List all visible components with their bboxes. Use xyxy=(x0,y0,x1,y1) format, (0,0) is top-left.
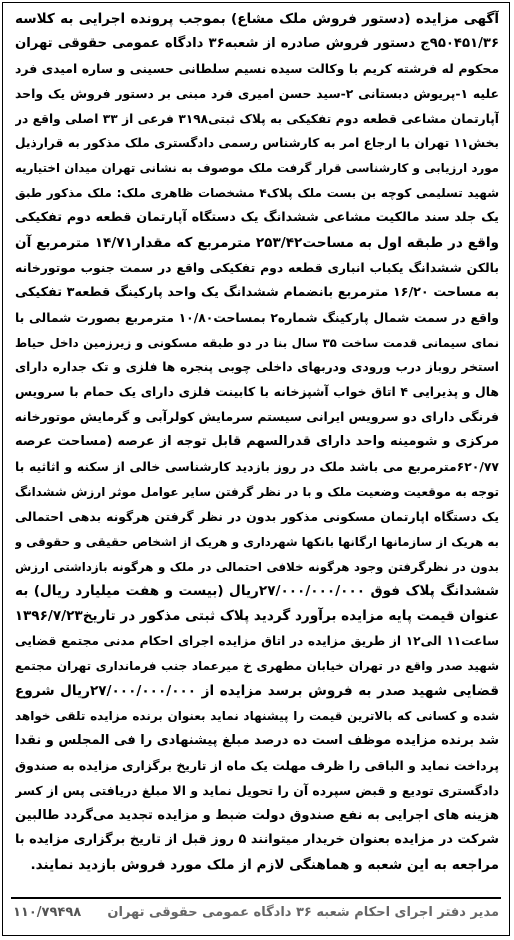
notice-line: علیه ۱-پریوش دبستانی ۲-سید حسن امیری فرد مبنی بر دستور فروش یک واحد xyxy=(15,85,499,101)
notice-line: ۹۵۰۴۵۱/۳۶ج دستور فروش صادره از شعبه۳۶ دادگاه عمومی حقوقی تهران xyxy=(15,35,499,51)
notice-document xyxy=(2,2,510,936)
notice-line: دادگستری تودیع و قبض سپرده آن را تحویل نماید و الا مبلغ دریافتی پس از کسر xyxy=(15,782,499,798)
notice-line: آپارتمان مشاعی قطعه دوم تفکیکی به پلاک ثبتی۳۱۹۸ فرعی از ۳۳ اصلی واقع در xyxy=(15,111,499,126)
notice-line: نمای سیمانی قدمت ساخت ۳۵ سال بنا در دو طبقه مسکونی و زیرزمین داخل حیاط xyxy=(15,335,499,350)
notice-line: مراجعه به این شعبه و هماهنگی لازم از ملک مورد فروش بازدید نمایند. xyxy=(30,857,499,874)
notice-line: شد برنده مزایده موظف است ده درصد مبلغ پیشنهادی را فی المجلس و نقدا xyxy=(15,732,499,748)
notice-line: شرکت در مزایده بعنوان خریدار میتوانند ۵ روز قبل از تاریخ برگزاری مزایده با xyxy=(15,832,499,848)
notice-body xyxy=(15,7,499,878)
notice-line: عنوان قیمت پایه مزایده برآورد گردید پلاک ثبتی مذکور در تاریخ۱۳۹۶/۷/۲۳ xyxy=(15,608,499,625)
notice-line: هزینه های اجرایی به نفع صندوق دولت ضبط و مزایده تجدید می‌گردد طالبین xyxy=(15,807,499,823)
notice-line: شده و کسانی که بالاترین قیمت را پیشنهاد نماید بعنوان برنده مزایده تلقی خواهد xyxy=(15,708,499,723)
notice-line: فرنگی دارای دو سرویس ایرانی سیستم سرمایش کولرآبی و گرمایش موتورخانه xyxy=(15,409,499,425)
notice-line: بدون در نظرگرفتن وجود هرگونه خلافی احتمالی در ملک و هرگونه بازداشتی ارزش xyxy=(15,559,499,574)
notice-line: شهید صدر واقع در تهران خیابان مطهری خ میرعماد جنب فرمانداری تهران مجتمع xyxy=(15,659,499,674)
notice-line: یک دستگاه اپارتمان مسکونی مذکور بدون در نظر گرفتن هرگونه بدهی احتمالی xyxy=(15,508,499,524)
notice-line: بخش۱۱ تهران با ارجاع امر به کارشناس رسمی دادگستری ملک مذکور به قرارذیل xyxy=(15,136,499,151)
notice-line: پرداخت نماید و الباقی را ظرف مهلت یک ماه از تاریخ برگزاری مزایده به صندوق xyxy=(15,757,499,773)
notice-line: بالکن ششدانگ یکباب انباری قطعه دوم تفکیکی واقع در سمت جنوب موتورخانه xyxy=(15,259,499,275)
notice-line: مورد ارزیابی و کارشناسی قرار گرفت ملک موصوف به نشانی تهران میدان اختیاریه xyxy=(15,161,499,176)
notice-line: محکوم له فرشته کریم با وکالت سیده نسیم سلطانی حسینی و ساره امیدی فرد xyxy=(15,60,499,76)
notice-line: ششدانگ پلاک فوق ۲۷/۰۰۰/۰۰۰/۰۰۰ریال (بیست و هفت میلیارد ریال) به xyxy=(15,583,499,600)
notice-line: توجه به موقعیت وضعیت ملک و با در نظر گرفتن سایر عوامل موثر ارزش ششدانگ xyxy=(15,484,499,499)
notice-line: ساعت۱۱ الی۱۲ از طریق مزایده در اتاق مزایده اجرای احکام مدنی مجتمع قضایی xyxy=(15,634,499,649)
notice-line: استخر روباز درب ورودی ودربهای داخلی چوبی پنجره ها فلزی و تک جداره دارای xyxy=(15,360,499,375)
notice-line: قضایی شهید صدر به فروش برسد مزایده از ۲۷/۰۰۰/۰۰۰/۰۰۰ریال شروع xyxy=(15,683,499,700)
notice-footer xyxy=(11,897,501,929)
notice-line: واقع در طبقه اول به مساحت۲۵۳/۴۲ مترمربع که مقدار۱۴/۷۱ مترمربع آن xyxy=(15,235,499,252)
notice-line: ۶۲۰/۷۷مترمربع می باشد ملک در روز بازدید کارشناسی خالی از سکنه و اثاثیه با xyxy=(15,459,499,475)
notice-line: به مساحت ۱۶/۲۰ مترمربع بانضمام ششدانگ یک واحد پارکینگ قطعه۳ تفکیکی xyxy=(15,284,499,300)
signature-text: مدیر دفتر اجرای احکام شعبه ۳۶ دادگاه عمومی حقوقی تهران xyxy=(107,905,499,920)
notice-line: شهید تسلیمی کوچه بن بست ملک پلاک۴ مشخصات ظاهری ملک: ملک مذکور طبق xyxy=(15,186,499,201)
notice-line: به هریک از سازمانها ارگانها بانکها شهرداری و هریک از اشخاص حقیقی و حقوقی و xyxy=(15,534,499,549)
notice-line: هال و پذیرایی ۴ اتاق خواب آشپزخانه با کابینت فلزی دارای یک حمام با سرویس xyxy=(15,384,499,400)
notice-line: یک جلد سند مالکیت مشاعی ششدانگ یک دستگاه آپارتمان قطعه دوم تفکیکی xyxy=(15,210,499,226)
notice-line: مرکزی و شومینه واحد دارای قدرالسهم قابل توجه از عرصه (مساحت عرصه xyxy=(15,434,499,450)
notice-line: آگهی مزایده (دستور فروش ملک مشاع) بموجب پرونده اجرایی به کلاسه xyxy=(15,11,499,27)
notice-code: ۱۱۰/۷۹۴۹۸ xyxy=(13,905,82,920)
notice-line: واقع در سمت شمال پارکینگ شماره۲ بمساحت۱۰/۸۰ مترمربع بصورت شمالی با xyxy=(15,309,499,325)
